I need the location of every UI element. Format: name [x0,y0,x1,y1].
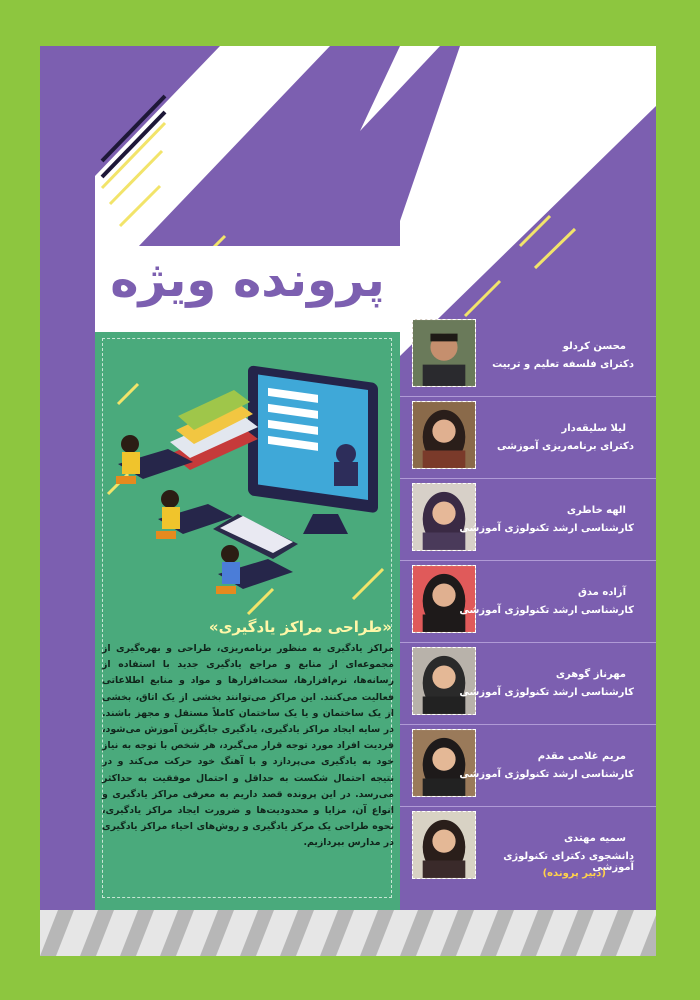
contributor-1 [400,315,656,397]
contributor-5 [400,643,656,725]
contributor-degree: دکترای فلسفه تعلیم و تربیت [492,359,634,370]
contributor-degree: دکترای برنامه‌ریزی آموزشی [496,441,634,452]
contributor-photo [412,647,476,715]
contributor-photo [412,483,476,551]
learning-center-illustration [98,344,398,644]
contributor-degree: دانشجوی دکترای تکنولوژی آموزشی [503,851,634,873]
contributor-photo [412,729,476,797]
contributor-name: الهه خاطری [566,505,626,516]
contributor-2 [400,397,656,479]
page-title: پرونده ویژه [110,252,385,308]
contributors-list [400,275,656,903]
bottom-stripe-band [40,910,656,956]
contributor-6 [400,725,656,807]
contributor-degree: کارشناسی ارشد تکنولوژی آموزشی [459,687,634,698]
contributor-name: آزاده مدق [577,587,626,598]
contributor-name: مریم غلامی مقدم [537,751,626,762]
contributor-role-note: (دبیر پرونده) [542,868,606,879]
contributor-name: محسن کردلو [562,341,626,352]
contributor-degree: کارشناسی ارشد تکنولوژی آموزشی [459,605,634,616]
title-box [95,246,400,332]
contributor-7 [400,807,656,899]
contributor-name: مهرناز گوهری [555,669,626,680]
contributor-photo [412,319,476,387]
contributor-degree: کارشناسی ارشد تکنولوژی آموزشی [459,769,634,780]
article-subtitle: «طراحی مراکز یادگیری» [208,618,392,636]
article-body: مراکز یادگیری به منظور برنامه‌ریزی، طراحی و بهره‌گیری از مجموعه‌ای از منابع و مراجع یادگیری جدید با استفاده از رسانه‌ها، نرم‌افزارها، سخت‌افزارها و مواد و منابع اطلاعاتی فعالیت می‌کنند. این مراکز می‌توانند بخشی از یک اتاق، بخشی از یک ساختمان و یا یک ساختمان کاملاً مستقل و مجهز باشند. در سایه ایجاد مراکز یادگیری، یادگیری جایگزین آموزش می‌شود، فردیت افراد مورد توجه قرار می‌گیرد، هر شخص با توجه به نیاز خود به یادگیری می‌پردازد و با آهنگ خود حرکت می‌کند و در نتیجه احتمال شکست به حداقل و احتمال موفقیت به حداکثر می‌رسد. در این پرونده قصد داریم به معرفی مراکز یادگیری و انواع آن، مزایا و محدودیت‌ها و ضرورت ایجاد مراکز یادگیری، نحوه طراحی یک مرکز یادگیری و روش‌های احیاء مراکز یادگیری در مدارس بپردازیم. [102,643,394,849]
contributor-4 [400,561,656,643]
contributor-photo [412,401,476,469]
contributor-degree: کارشناسی ارشد تکنولوژی آموزشی [459,523,634,534]
contributor-name: سمیه مهتدی [564,833,626,844]
contributor-name: لیلا سلیقه‌دار [561,423,626,434]
contributor-3 [400,479,656,561]
contributor-photo [412,565,476,633]
